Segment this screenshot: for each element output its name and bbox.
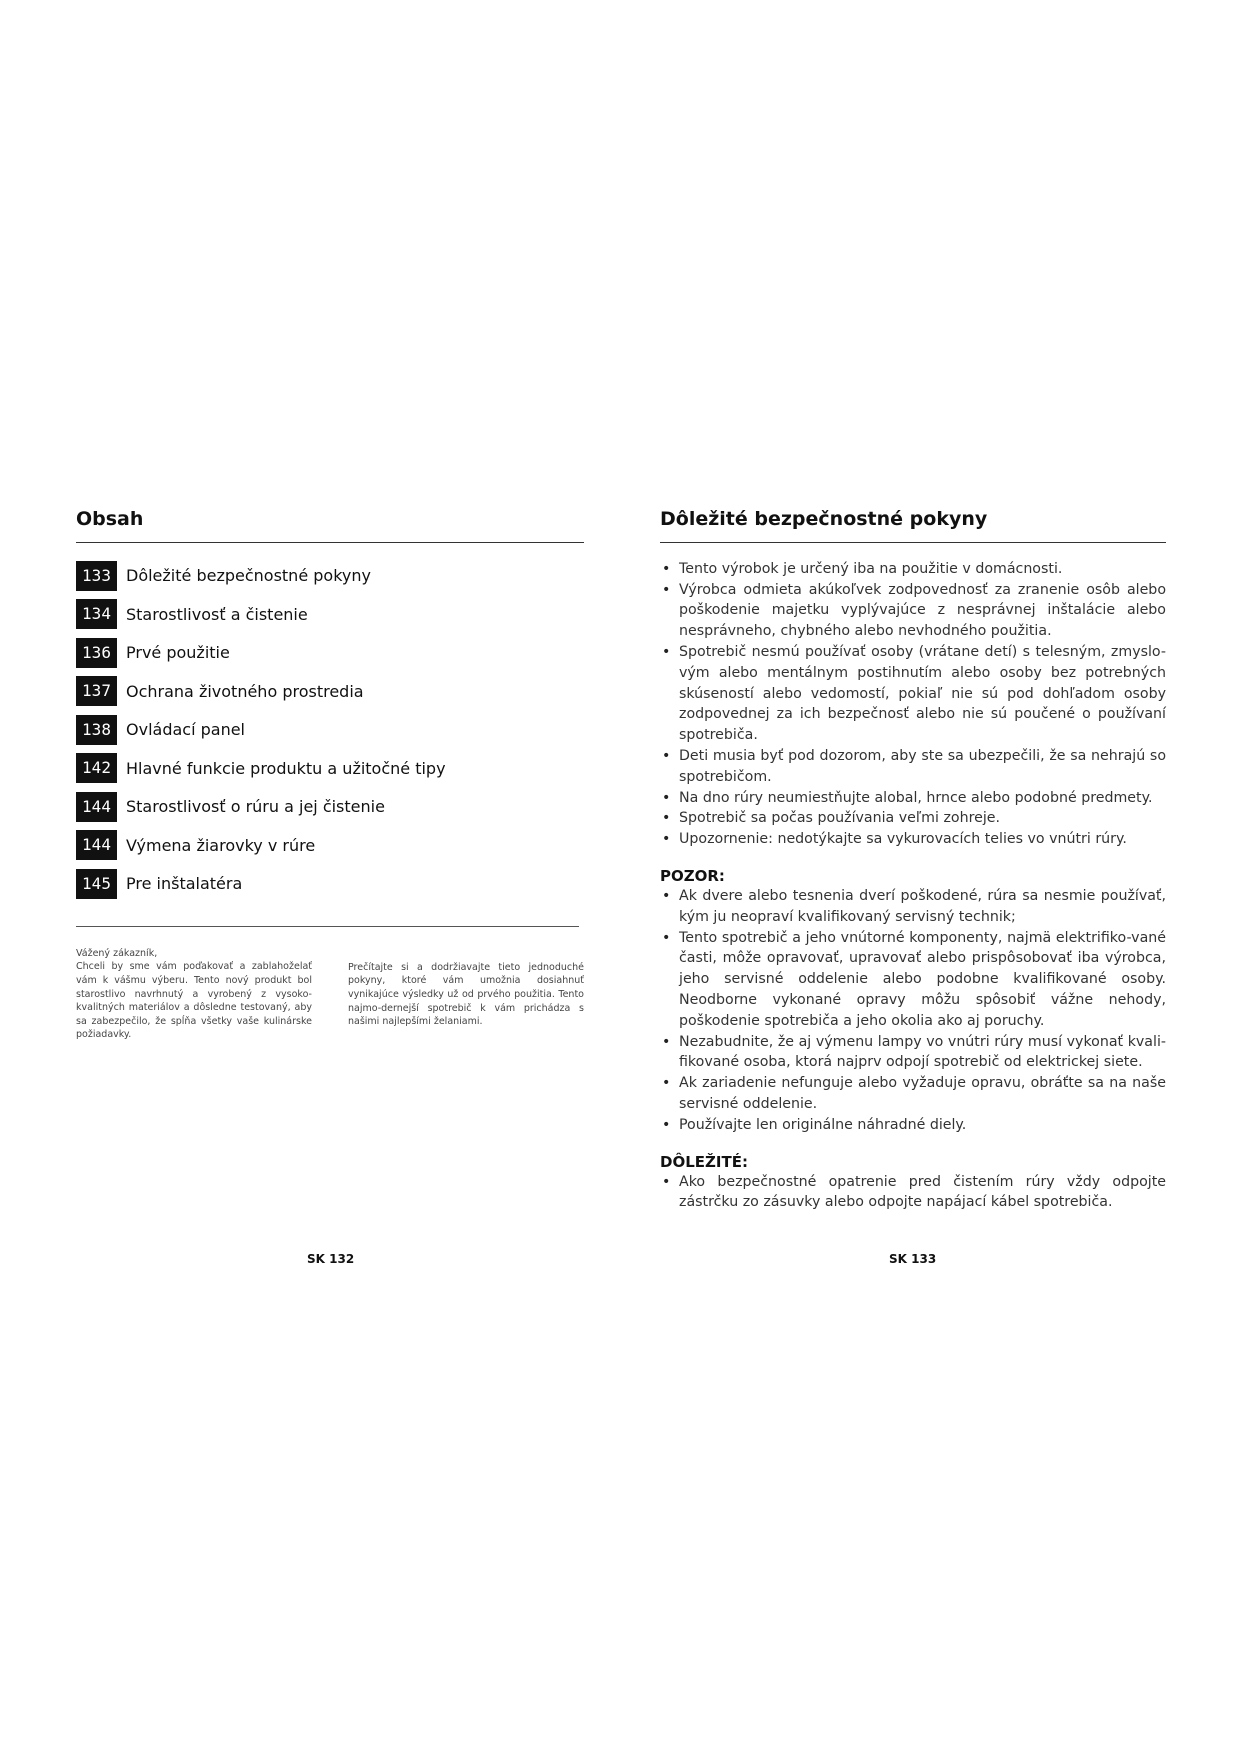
pozor-heading: POZOR: xyxy=(660,866,725,885)
contents-title: Obsah xyxy=(76,508,584,543)
divider xyxy=(76,926,579,927)
list-item: • Ak zariadenie nefunguje alebo vyžaduje opravu, obráťte sa na naše servisné oddelenie. xyxy=(660,1073,1166,1115)
greeting-text: Chceli by sme vám poďakovať a zablahoželať vám k vášmu výberu. Tento nový produkt bol starostlivo navrhnutý a vyrobený z vysoko-kvalitných materiálov a dôsledne testovaný, aby sa zabezpečilo, že spĺňa všetky vaše kulinárske požiadavky. xyxy=(76,961,312,1041)
toc-item[interactable] xyxy=(76,676,584,706)
list-item: • Deti musia byť pod dozorom, aby ste sa ubezpečili, že sa nehrajú so spotrebičom. xyxy=(660,746,1166,788)
toc-item[interactable] xyxy=(76,753,584,783)
page-number-right: SK 133 xyxy=(889,1252,937,1266)
safety-title: Dôležité bezpečnostné pokyny xyxy=(660,508,1166,543)
right-page xyxy=(660,490,1166,1213)
list-item: • Používajte len originálne náhradné diely. xyxy=(660,1115,1166,1136)
toc-label: Ochrana životného prostredia xyxy=(126,681,364,701)
pozor-list xyxy=(660,886,1166,1136)
toc-page-number: 136 xyxy=(76,638,117,668)
list-item: • Spotrebič nesmú používať osoby (vrátane detí) s telesným, zmyslo-vým alebo mentálnym postihnutím alebo osoby bez potrebných skúseností alebo vedomostí, pokiaľ nie sú pod dohľadom osoby zodpovednej za ich bezpečnosť alebo nie sú poučené o používaní spotrebiča. xyxy=(660,642,1166,746)
toc-item[interactable] xyxy=(76,869,584,899)
list-item: • Výrobca odmieta akúkoľvek zodpovednosť za zranenie osôb alebo poškodenie majetku vyplývajúce z nesprávnej inštalácie alebo nesprávneho, chybného alebo nevhodného použitia. xyxy=(660,580,1166,642)
toc-label: Prvé použitie xyxy=(126,643,230,663)
toc-page-number: 144 xyxy=(76,792,117,822)
toc-label: Starostlivosť a čistenie xyxy=(126,604,308,624)
toc-item[interactable] xyxy=(76,792,584,822)
greeting-salutation: Vážený zákazník, xyxy=(76,947,158,959)
toc-label: Ovládací panel xyxy=(126,720,245,740)
toc-item[interactable] xyxy=(76,830,584,860)
list-item: • Ak dvere alebo tesnenia dverí poškodené, rúra sa nesmie používať, kým ju neopraví kvalifikovaný servisný technik; xyxy=(660,886,1166,928)
list-item: • Na dno rúry neumiestňujte alobal, hrnce alebo podobné predmety. xyxy=(660,788,1166,809)
general-safety-list xyxy=(660,559,1166,850)
toc-item[interactable] xyxy=(76,599,584,629)
greeting xyxy=(76,947,584,1042)
toc-label: Dôležité bezpečnostné pokyny xyxy=(126,566,371,586)
greeting-text: Prečítajte si a dodržiavajte tieto jednoduché pokyny, ktoré vám umožnia dosiahnuť vynikajúce výsledky už od prvého použitia. Tento najmo-dernejší spotrebič k vám prichádza s našimi najlepšími želaniami. xyxy=(348,961,584,1028)
greeting-column-right xyxy=(348,947,584,1042)
list-item: • Upozornenie: nedotýkajte sa vykurovacích telies vo vnútri rúry. xyxy=(660,829,1166,850)
list-item: • Nezabudnite, že aj výmenu lampy vo vnútri rúry musí vykonať kvali-fikované osoba, ktorá najprv odpojí spotrebič od elektrickej siete. xyxy=(660,1032,1166,1074)
toc-item[interactable] xyxy=(76,638,584,668)
table-of-contents xyxy=(76,561,584,899)
toc-page-number: 138 xyxy=(76,715,117,745)
left-page xyxy=(76,490,584,1042)
toc-label: Pre inštalatéra xyxy=(126,874,243,894)
dolezite-list xyxy=(660,1172,1166,1214)
toc-page-number: 145 xyxy=(76,869,117,899)
toc-page-number: 142 xyxy=(76,753,117,783)
toc-page-number: 133 xyxy=(76,561,117,591)
toc-item[interactable] xyxy=(76,561,584,591)
list-item: • Ako bezpečnostné opatrenie pred čistením rúry vždy odpojte zástrčku zo zásuvky alebo odpojte napájací kábel spotrebiča. xyxy=(660,1172,1166,1214)
toc-page-number: 134 xyxy=(76,599,117,629)
toc-label: Starostlivosť o rúru a jej čistenie xyxy=(126,797,385,817)
list-item: • Spotrebič sa počas používania veľmi zohreje. xyxy=(660,808,1166,829)
page-number-left: SK 132 xyxy=(307,1252,355,1266)
toc-item[interactable] xyxy=(76,715,584,745)
greeting-column-left xyxy=(76,947,312,1042)
toc-label: Výmena žiarovky v rúre xyxy=(126,835,316,855)
toc-page-number: 144 xyxy=(76,830,117,860)
list-item: • Tento spotrebič a jeho vnútorné komponenty, najmä elektrifiko-vané časti, môže opravovať, upravovať alebo prispôsobovať iba výrobca, jeho servisné oddelenie alebo podobne kvalifikované osoby. Neodborne vykonané opravy môžu spôsobiť vážne nehody, poškodenie spotrebiča a jeho okolia ako aj poruchy. xyxy=(660,928,1166,1032)
dolezite-heading: DÔLEŽITÉ: xyxy=(660,1152,748,1171)
toc-page-number: 137 xyxy=(76,676,117,706)
list-item: • Tento výrobok je určený iba na použitie v domácnosti. xyxy=(660,559,1166,580)
toc-label: Hlavné funkcie produktu a užitočné tipy xyxy=(126,758,446,778)
